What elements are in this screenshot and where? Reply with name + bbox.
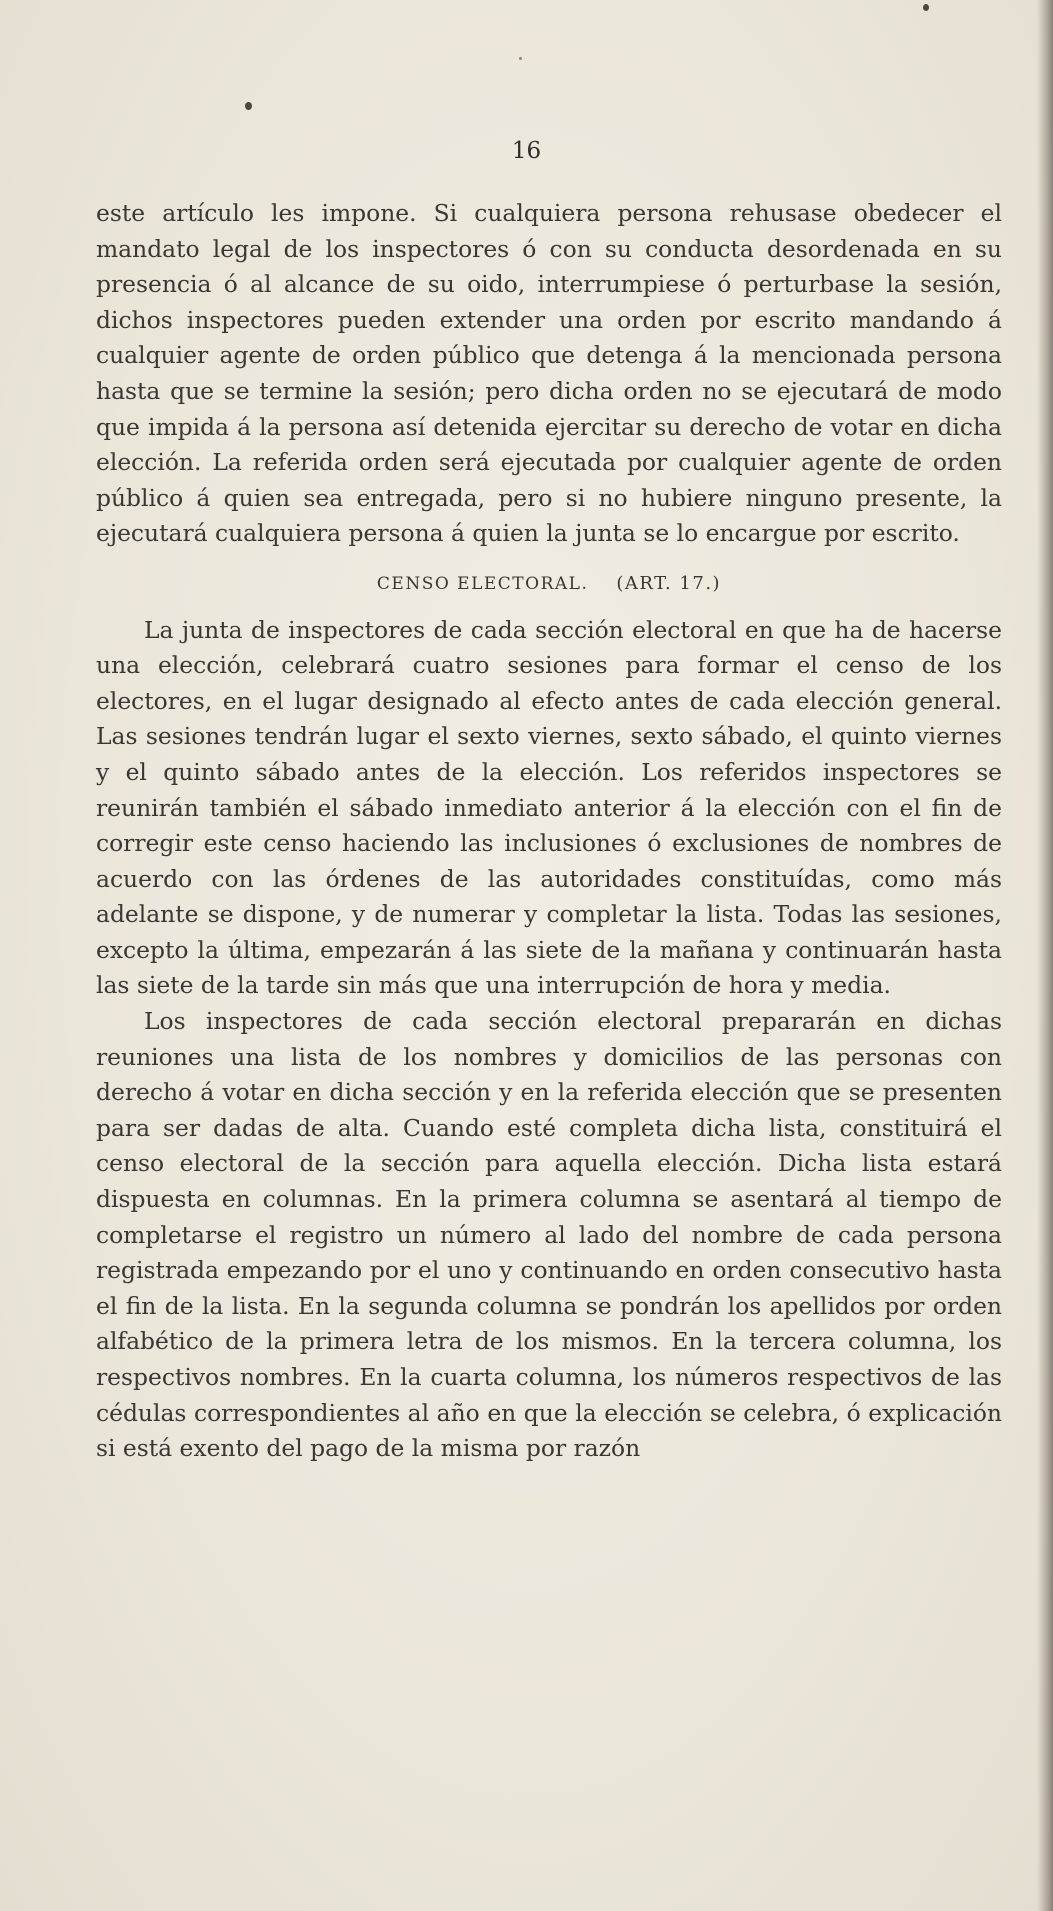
section-title: CENSO ELECTORAL.	[376, 573, 589, 594]
ink-speck	[923, 4, 929, 11]
ink-speck	[519, 57, 522, 60]
page-edge-shadow	[1037, 0, 1053, 1911]
page-number: 16	[511, 138, 542, 164]
paragraph-continued: este artículo les impone. Si cualquiera persona rehusase obedecer el mandato legal de los inspectores ó con su conducta desordenada en su presencia ó al alcance de su oido, interrumpiese ó perturbase la sesión, dichos inspectores pueden extender una orden por escrito mandando á cualquier agente de orden público que detenga á la mencionada persona hasta que se termine la sesión; pero dicha orden no se ejecutará de modo que impida á la persona así detenida ejercitar su derecho de votar en dicha elección. La referida orden será ejecutada por cualquier agente de orden público á quien sea entregada, pero si no hubiere ninguno presente, la ejecutará cualquiera persona á quien la junta se lo encargue por escrito.	[96, 199, 1002, 548]
ink-speck	[245, 102, 252, 110]
paragraph: Los inspectores de cada sección electoral prepararán en dichas reuniones una lista de los nombres y domicilios de las personas con derecho á votar en dicha sección y en la referida elección que se presenten para ser dadas de alta. Cuando esté completa dicha lista, constituirá el censo electoral de la sección para aquella elección. Dicha lista estará dispuesta en columnas. En la primera columna se asentará al tiempo de completarse el registro un número al lado del nombre de cada persona registrada empezando por el uno y continuando en orden consecutivo hasta el fin de la lista. En la segunda columna se pondrán los apellidos por orden alfabético de la primera letra de los mismos. En la tercera columna, los respectivos nombres. En la cuarta columna, los números respectivos de las cédulas correspondientes al año en que la elección se celebra, ó explicación si está exento del pago de la misma por razón	[96, 1007, 1002, 1463]
body-text	[96, 196, 1002, 1467]
section-heading	[96, 566, 1002, 603]
paragraph: La junta de inspectores de cada sección electoral en que ha de hacerse una elección, celebrará cuatro sesiones para formar el censo de los electores, en el lugar designado al efecto antes de cada elección general. Las sesiones tendrán lugar el sexto viernes, sexto sábado, el quinto viernes y el quinto sábado antes de la elección. Los referidos inspectores se reunirán también el sábado inmediato anterior á la elección con el fin de corregir este censo haciendo las inclusiones ó exclusiones de nombres de acuerdo con las órdenes de las autoridades constituídas, como más adelante se dispone, y de numerar y completar la lista. Todas las sesiones, excepto la última, empezarán á las siete de la mañana y continuarán hasta las siete de la tarde sin más que una interrupción de hora y media.	[96, 615, 1002, 1000]
article-reference: (ART. 17.)	[616, 572, 722, 594]
